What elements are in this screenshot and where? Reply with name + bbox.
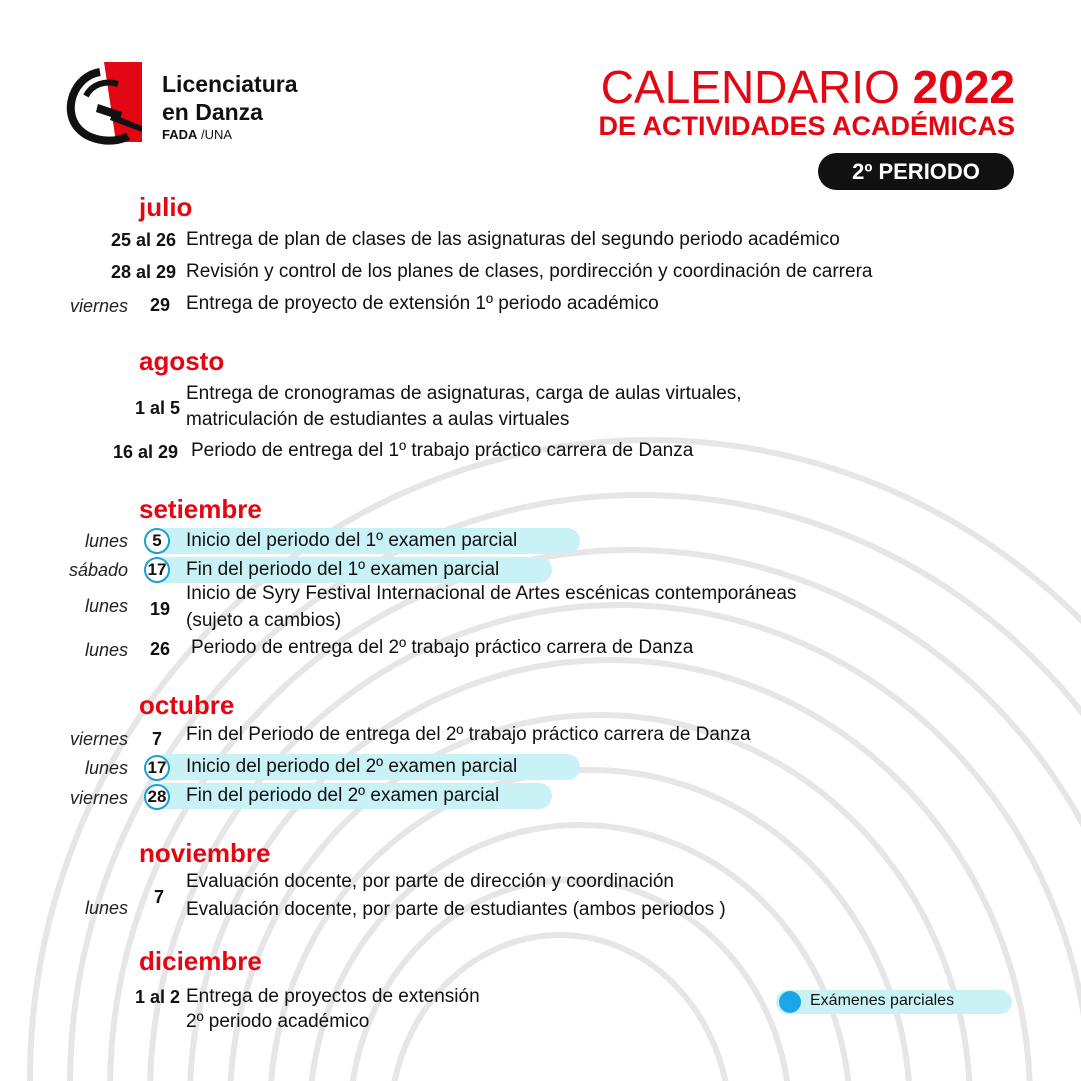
row-description: Periodo de entrega del 2º trabajo práctico carrera de Danza <box>191 637 694 658</box>
row-description: 2º periodo académico <box>186 1011 370 1032</box>
program-name <box>162 70 298 126</box>
row-date: 7 <box>151 729 162 749</box>
row-date: 7 <box>153 887 164 907</box>
row-date: 19 <box>149 599 170 619</box>
title-word: CALENDARIO <box>600 61 900 113</box>
row-date: 25 al 26 <box>110 230 176 250</box>
row-description: Evaluación docente, por parte de estudiantes (ambos periodos ) <box>186 899 726 920</box>
row-description: Inicio del periodo del 1º examen parcial <box>186 530 518 551</box>
fada-label: FADA <box>162 127 198 142</box>
faculty-label <box>162 127 232 142</box>
dance-program-logo <box>66 62 146 146</box>
exam-date-ring: 5 <box>144 528 170 554</box>
row-description: matriculación de estudiantes a aulas virtuales <box>186 409 570 430</box>
row-description: Entrega de proyecto de extensión 1º periodo académico <box>186 293 659 314</box>
row-description: Inicio del periodo del 2º examen parcial <box>186 756 518 777</box>
row-description: Evaluación docente, por parte de dirección y coordinación <box>186 871 674 892</box>
row-weekday: lunes <box>84 898 128 918</box>
row-date: 16 al 29 <box>112 442 178 462</box>
exam-date-ring: 28 <box>144 784 170 810</box>
row-description: Inicio de Syry Festival Internacional de Artes escénicas contemporáneas <box>186 583 797 604</box>
program-name-line2: en Danza <box>162 99 263 125</box>
row-description: Periodo de entrega del 1º trabajo práctico carrera de Danza <box>191 440 694 461</box>
row-description: (sujeto a cambios) <box>186 610 342 631</box>
month-octubre: octubre <box>139 690 235 720</box>
month-noviembre: noviembre <box>139 838 271 868</box>
row-weekday: lunes <box>84 596 128 616</box>
legend-label: Exámenes parciales <box>810 992 955 1009</box>
row-date: 1 al 2 <box>134 987 180 1007</box>
row-description: Revisión y control de los planes de clases, pordirección y coordinación de carrera <box>186 261 873 282</box>
row-weekday: sábado <box>68 560 128 580</box>
row-description: Entrega de proyectos de extensión <box>186 986 480 1007</box>
month-agosto: agosto <box>139 346 225 376</box>
row-date: 1 al 5 <box>134 398 180 418</box>
month-julio: julio <box>139 192 193 222</box>
title-year: 2022 <box>912 61 1015 113</box>
row-description: Entrega de cronogramas de asignaturas, carga de aulas virtuales, <box>186 383 742 404</box>
row-weekday: viernes <box>69 729 128 749</box>
row-date: 26 <box>149 639 170 659</box>
row-weekday: lunes <box>84 758 128 778</box>
page-title <box>601 60 1015 114</box>
row-description: Fin del periodo del 1º examen parcial <box>186 559 500 580</box>
month-setiembre: setiembre <box>139 494 262 524</box>
program-name-line1: Licenciatura <box>162 71 298 97</box>
row-weekday: viernes <box>69 296 128 316</box>
una-label: UNA <box>204 127 233 142</box>
exam-date-ring: 17 <box>144 755 170 781</box>
row-weekday: lunes <box>84 640 128 660</box>
row-weekday: viernes <box>69 788 128 808</box>
period-badge: 2º PERIODO <box>818 153 1014 190</box>
row-date: 28 al 29 <box>110 262 176 282</box>
exam-date-ring: 17 <box>144 557 170 583</box>
blue-dot-icon <box>779 991 801 1013</box>
row-description: Fin del Periodo de entrega del 2º trabajo práctico carrera de Danza <box>186 724 751 745</box>
month-diciembre: diciembre <box>139 946 262 976</box>
row-description: Fin del periodo del 2º examen parcial <box>186 785 500 806</box>
faculty-separator: / <box>201 127 205 142</box>
page-subtitle: DE ACTIVIDADES ACADÉMICAS <box>598 111 1015 141</box>
row-weekday: lunes <box>84 531 128 551</box>
row-description: Entrega de plan de clases de las asignaturas del segundo periodo académico <box>186 229 840 250</box>
row-date: 29 <box>149 295 170 315</box>
